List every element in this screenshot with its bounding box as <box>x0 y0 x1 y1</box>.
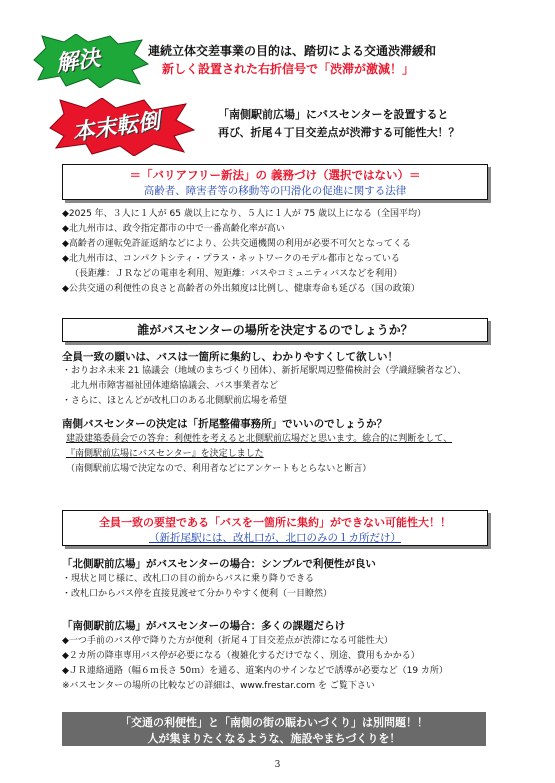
list-item: ◆北九州市は、コンパクトシティ・プラス・ネットワークのモデル都市となっている <box>62 254 400 264</box>
answer-line: 建設建築委員会での答弁：利便性を考えると北側駅前広場だと思います。総合的に判断をして、 <box>66 434 453 444</box>
list-item: ◆ＪＲ連絡通路（幅６ｍ長さ 50ｍ）を通る、道案内のサインなどで誘導が必要など（19 カ所） <box>62 666 448 676</box>
answer-line: 『南側駅前広場にバスセンター』を決定しました <box>66 449 264 459</box>
list-item: ◆高齢者の運転免許証返納などにより、公共交通機関の利用が必要不可欠となってくる <box>62 239 411 249</box>
hontenntou-line2: 再び、折尾４丁目交差点が渋滞する可能性大！？ <box>218 126 460 139</box>
footer-banner <box>62 712 486 746</box>
kaiketsu-badge: 解決 <box>54 46 102 77</box>
list-item: 北九州市障害福祉団体連絡協議会、バス事業者など <box>62 381 279 391</box>
hontenntou-line1: 「南側駅前広場」にバスセンターを設置すると <box>218 108 449 121</box>
kaiketsu-line1: 連続立体交差事業の目的は、踏切による交通渋滞緩和 <box>148 44 437 58</box>
barrier-free-header <box>62 164 488 200</box>
list-item: ◆公共交通の利便性の良さと高齢者の外出頻度は比例し、健康寿命も延びる（国の政策） <box>62 284 420 294</box>
hontenntou-badge: 本末転倒 <box>70 108 162 146</box>
list-item: ・さらに、ほとんどが改札口のある北側駅前広場を希望 <box>62 396 288 406</box>
who-decides-header <box>62 318 488 342</box>
barrier-free-title: ＝「バリアフリー新法」の 義務づけ（選択ではない）＝ <box>129 168 421 182</box>
list-item: ◆北九州市は、政令指定都市の中で一番高齢化率が高い <box>62 224 285 234</box>
list-item: ・おりおネ未来 21 協議会（地域のまちづくり団体）、新折尾駅周辺整備検討会（学識経験者など）、 <box>62 366 467 376</box>
warning-line2: （新折尾駅には、改札口が、北口のみの１カ所だけ） <box>149 532 401 544</box>
footer-banner-line1: 「交通の利便性」と「南側の街の賑わいづくり」は別問題！！ <box>120 716 428 729</box>
south-case-list <box>62 634 542 694</box>
answer-note: （南側駅前広場で決定なので、利用者などにアンケートもとらないと断言） <box>66 464 372 474</box>
south-case-title: 「南側駅前広場」がバスセンターの場合：多くの課題だらけ <box>62 620 346 632</box>
who-decides-answer <box>66 432 542 477</box>
north-case-title: 「北側駅前広場」がバスセンターの場合：シンプルで利便性が良い <box>62 558 376 570</box>
who-decides-wish-list <box>62 364 542 409</box>
who-decides-wish: 全員一致の願いは、バスは一箇所に集約し、わかりやすくして欲しい！ <box>62 351 398 363</box>
list-item: ・改札口からバス停を直接見渡せて分かりやすく便利（一目瞭然） <box>62 589 333 599</box>
list-item: （長距離：ＪＲなどの電車を利用、短距離：バスやコミュニティバスなどを利用） <box>70 269 403 279</box>
who-decides-title: 誰がバスセンターの場所を決定するのでしょうか？ <box>137 323 413 337</box>
who-decides-question: 南側バスセンターの決定は「折尾整備事務所」でいいのでしょうか？ <box>62 418 388 430</box>
list-item: ・現状と同じ様に、改札口の目の前からバスに乗り降りできる <box>62 574 315 584</box>
barrier-free-list <box>62 207 542 297</box>
list-item: ◆一つ手前のバス停で降りた方が便利（折尾４丁目交差点が渋滞になる可能性大） <box>62 636 393 646</box>
list-item: ※バスセンターの場所の比較などの詳細は、www.frestar.com を ご覧下さい <box>62 681 375 691</box>
page-number: 3 <box>274 760 281 770</box>
kaiketsu-line2: 新しく設置された右折信号で「渋滞が激減！」 <box>162 62 415 76</box>
list-item: ◆2025 年、３人に１人が 65 歳以上になり、５人に１人が 75 歳以上になる（全国平均） <box>62 209 427 219</box>
warning-line1: 全員一致の要望である「バスを一箇所に集約」ができない可能性大！！ <box>99 516 451 529</box>
warning-box <box>62 510 488 546</box>
list-item: ◆２カ所の降車専用バス停が必要になる（複雑化するだけでなく、別途、費用もかかる） <box>62 651 420 661</box>
footer-banner-line2: 人が集まりたくなるような、施設やまちづくりを！ <box>147 732 401 745</box>
barrier-free-subtitle: 高齢者、障害者等の移動等の円滑化の促進に関する法律 <box>143 185 407 197</box>
north-case-list <box>62 572 542 602</box>
